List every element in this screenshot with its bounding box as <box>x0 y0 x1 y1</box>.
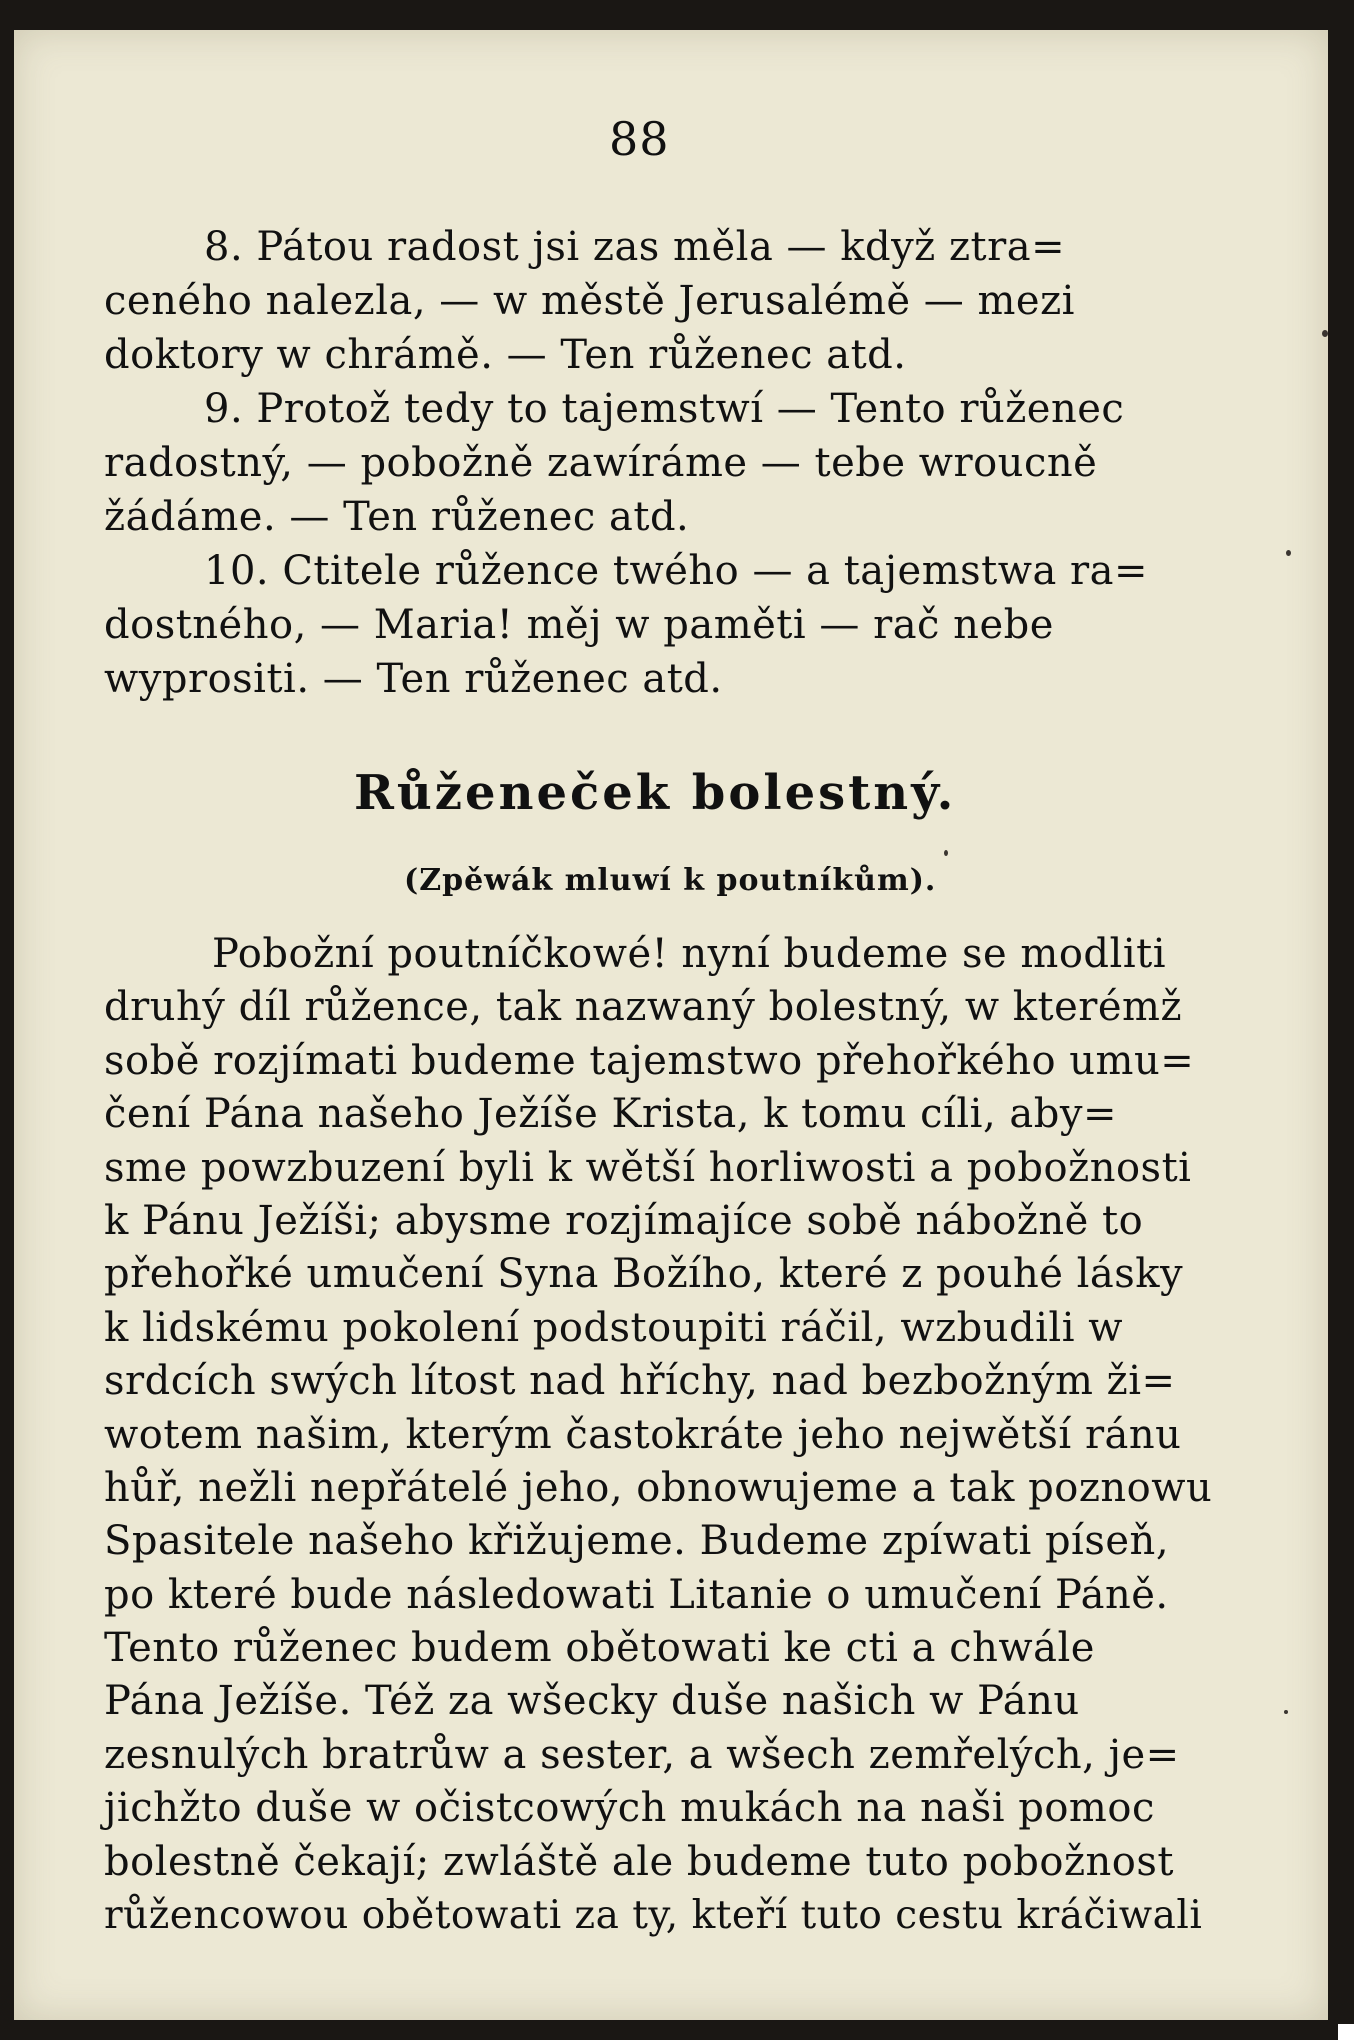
paragraph-line: bolestně čekají; zwláště ale budeme tuto pobožnost <box>104 1838 1174 1885</box>
ink-speck <box>1322 330 1328 337</box>
paragraph-line: sobě rozjímati budeme tajemstwo přehořkého umu= <box>104 1037 1195 1084</box>
verse-line: 8. Pátou radost jsi zas měla — když ztra= <box>204 224 1066 270</box>
paragraph-line: jichžto duše w očistcowých mukách na naši pomoc <box>104 1785 1155 1832</box>
paragraph-line: čení Pána našeho Ježíše Krista, k tomu cíli, aby= <box>104 1091 1117 1138</box>
verse-line: ceného nalezla, — w městě Jerusalémě — mezi <box>104 278 1075 324</box>
paragraph-line: po které bude následowati Litanie o umučení Páně. <box>104 1571 1169 1618</box>
paragraph-line: Pána Ježíše. Též za wšecky duše našich w Pánu <box>104 1678 1080 1725</box>
paragraph-line: hůř, nežli nepřátelé jeho, obnowujeme a tak poznowu <box>104 1464 1213 1511</box>
section-heading: Růženeček bolestný. <box>354 765 957 821</box>
paragraph-line: Spasitele našeho křižujeme. Budeme zpíwati píseň, <box>104 1518 1170 1565</box>
verse-line: žádáme. — Ten růženec atd. <box>104 494 690 540</box>
verse-block <box>104 220 1204 706</box>
paragraph-line: druhý díl růžence, tak nazwaný bolestný, w kterémž <box>104 984 1183 1031</box>
paragraph-line: Pobožní poutníčkowé! nyní budeme se modliti <box>212 931 1166 977</box>
paragraph-line: růžencowou obětowati za ty, kteří tuto cestu kráčiwali <box>104 1893 1203 1939</box>
ink-speck <box>1284 1710 1288 1714</box>
paragraph-line: k lidskému pokolení podstoupiti ráčil, wzbudili w <box>104 1304 1123 1351</box>
book-page <box>14 30 1328 2020</box>
ink-speck <box>944 850 948 856</box>
verse-line: dostného, — Maria! měj w paměti — rač nebe <box>104 602 1054 648</box>
ink-speck <box>1286 550 1291 556</box>
page-number: 88 <box>609 112 670 166</box>
paragraph-line: přehořké umučení Syna Božího, které z pouhé lásky <box>104 1251 1184 1298</box>
verse-line: doktory w chrámě. — Ten růženec atd. <box>104 332 907 378</box>
paragraph-line: wotem našim, kterým častokráte jeho nejwětší ránu <box>104 1411 1182 1458</box>
section-subheading: (Zpěwák mluwí k poutníkům). <box>404 863 937 898</box>
paragraph-line: zesnulých bratrůw a sester, a wšech zemřelých, je= <box>104 1731 1180 1778</box>
paragraph-line: sme powzbuzení byli k wětší horliwosti a pobožnosti <box>104 1144 1192 1191</box>
verse-line: 9. Protož tedy to tajemstwí — Tento růženec <box>204 386 1125 432</box>
verse-line: wyprositi. — Ten růženec atd. <box>104 656 723 702</box>
paragraph-line: Tento růženec budem obětowati ke cti a chwále <box>104 1625 1095 1672</box>
paragraph-line: k Pánu Ježíši; abysme rozjímajíce sobě nábožně to <box>104 1197 1144 1244</box>
body-paragraph <box>104 928 1214 1942</box>
paragraph-line: srdcích swých lítost nad hříchy, nad bezbožným ži= <box>104 1358 1176 1405</box>
verse-line: radostný, — pobožně zawíráme — tebe wroucně <box>104 440 1098 486</box>
verse-line: 10. Ctitele růžence twého — a tajemstwa ra= <box>204 548 1149 594</box>
scan-corner-mark <box>1338 2024 1354 2040</box>
